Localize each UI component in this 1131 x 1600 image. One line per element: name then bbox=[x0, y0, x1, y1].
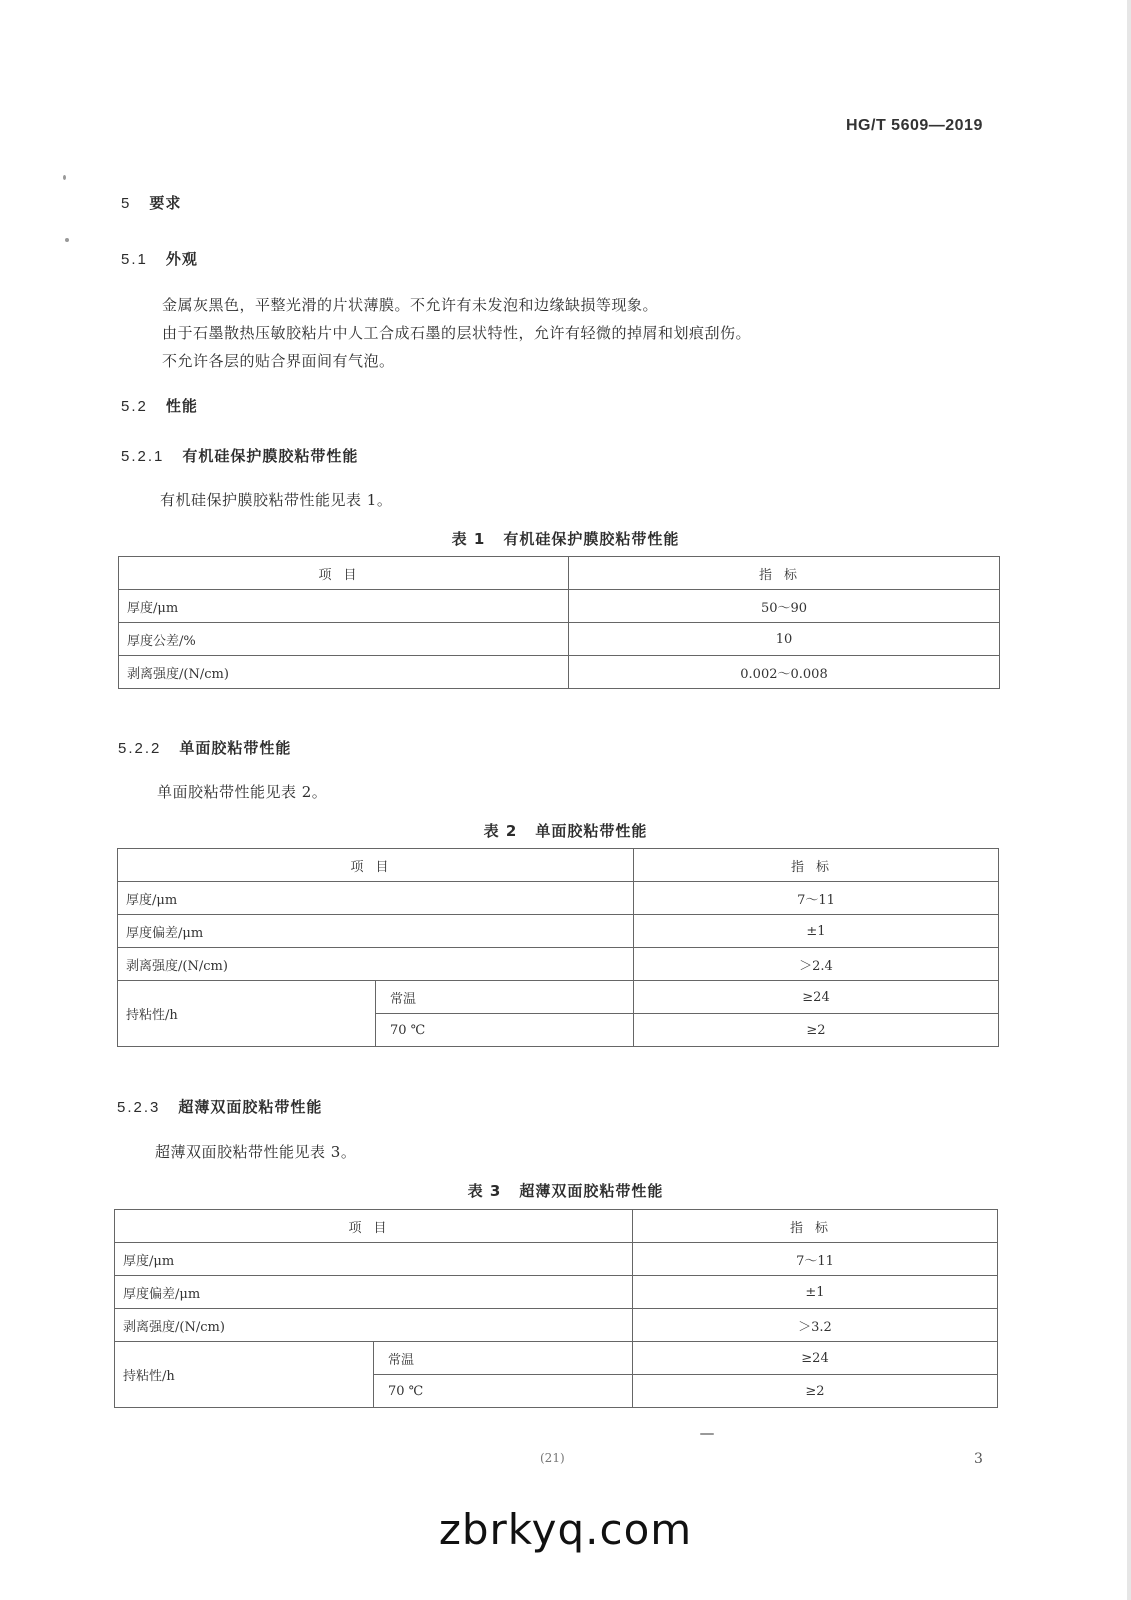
bracket-page-number: (21) bbox=[540, 1451, 565, 1465]
section-number: 5.2.3 bbox=[117, 1099, 161, 1116]
table1-caption bbox=[0, 528, 1131, 549]
table-title: 超薄双面胶粘带性能 bbox=[519, 1182, 664, 1200]
row-item: 厚度偏差/μm bbox=[118, 915, 634, 948]
col-value-header: 指标 bbox=[633, 1210, 998, 1243]
appearance-paragraph-3: 不允许各层的贴合界面间有气泡。 bbox=[162, 352, 395, 370]
row-value: ＞3.2 bbox=[633, 1309, 998, 1342]
table-row bbox=[115, 1243, 998, 1276]
table3 bbox=[114, 1209, 998, 1408]
col-item-header: 项目 bbox=[118, 849, 634, 882]
table1-intro: 有机硅保护膜胶粘带性能见表 1。 bbox=[160, 491, 393, 509]
section-title: 外观 bbox=[165, 250, 198, 268]
standard-code: HG/T 5609—2019 bbox=[846, 117, 983, 134]
section-number: 5.2 bbox=[121, 398, 148, 415]
row-value: ±1 bbox=[634, 915, 999, 948]
table-row bbox=[118, 882, 999, 915]
appearance-paragraph-2: 由于石墨散热压敏胶粘片中人工合成石墨的层状特性，允许有轻微的掉屑和划痕刮伤。 bbox=[162, 324, 752, 342]
table1 bbox=[118, 556, 1000, 689]
row-item: 厚度/μm bbox=[118, 882, 634, 915]
row-condition: 70 ℃ bbox=[374, 1375, 633, 1408]
row-item: 持粘性/h bbox=[115, 1342, 374, 1408]
scan-speck bbox=[65, 238, 69, 242]
table-number: 表 3 bbox=[467, 1182, 502, 1200]
row-condition: 70 ℃ bbox=[376, 1014, 634, 1047]
row-item: 剥离强度/(N/cm) bbox=[115, 1309, 633, 1342]
row-condition: 常温 bbox=[374, 1342, 633, 1375]
row-value: ＞2.4 bbox=[634, 948, 999, 981]
table-number: 表 1 bbox=[451, 530, 486, 548]
table2-caption bbox=[0, 820, 1131, 841]
table2 bbox=[117, 848, 999, 1047]
row-item: 剥离强度/(N/cm) bbox=[118, 948, 634, 981]
appearance-paragraph-1: 金属灰黑色，平整光滑的片状薄膜。不允许有未发泡和边缘缺损等现象。 bbox=[162, 296, 659, 314]
col-value-header: 指标 bbox=[569, 557, 1000, 590]
section-5-1-heading bbox=[121, 248, 198, 269]
row-value: ≥24 bbox=[634, 981, 999, 1014]
section-title: 单面胶粘带性能 bbox=[179, 739, 292, 757]
section-5-heading bbox=[121, 192, 181, 213]
row-item: 剥离强度/(N/cm) bbox=[119, 656, 569, 689]
scan-edge bbox=[1127, 0, 1131, 1600]
table-header-row bbox=[119, 557, 1000, 590]
section-5-2-3-heading bbox=[117, 1096, 322, 1117]
row-value: 7～11 bbox=[634, 882, 999, 915]
section-title: 性能 bbox=[165, 397, 198, 415]
section-number: 5.2.1 bbox=[121, 448, 165, 465]
section-5-2-1-heading bbox=[121, 445, 358, 466]
page-number: 3 bbox=[974, 1451, 983, 1467]
row-item: 厚度/μm bbox=[115, 1243, 633, 1276]
col-item-header: 项目 bbox=[115, 1210, 633, 1243]
table-row bbox=[119, 590, 1000, 623]
row-item: 厚度偏差/μm bbox=[115, 1276, 633, 1309]
row-item: 持粘性/h bbox=[118, 981, 376, 1047]
table-row bbox=[115, 1276, 998, 1309]
col-value-header: 指标 bbox=[634, 849, 999, 882]
row-item: 厚度/μm bbox=[119, 590, 569, 623]
section-title: 有机硅保护膜胶粘带性能 bbox=[182, 447, 359, 465]
row-condition: 常温 bbox=[376, 981, 634, 1014]
row-value: 7～11 bbox=[633, 1243, 998, 1276]
watermark-text: zbrkyq.com bbox=[438, 1505, 693, 1554]
row-value: ±1 bbox=[633, 1276, 998, 1309]
row-value: 10 bbox=[569, 623, 1000, 656]
section-number: 5.1 bbox=[121, 251, 148, 268]
row-value: 50～90 bbox=[569, 590, 1000, 623]
table-row bbox=[118, 948, 999, 981]
table-row bbox=[115, 1342, 998, 1375]
table2-intro: 单面胶粘带性能见表 2。 bbox=[157, 783, 328, 801]
scan-speck bbox=[700, 1433, 714, 1435]
section-number: 5 bbox=[121, 195, 132, 212]
section-title: 超薄双面胶粘带性能 bbox=[178, 1098, 323, 1116]
table-title: 单面胶粘带性能 bbox=[535, 822, 648, 840]
table-header-row bbox=[115, 1210, 998, 1243]
table-row bbox=[115, 1309, 998, 1342]
table-row bbox=[118, 981, 999, 1014]
section-title: 要求 bbox=[149, 194, 182, 212]
col-item-header: 项目 bbox=[119, 557, 569, 590]
table3-intro: 超薄双面胶粘带性能见表 3。 bbox=[155, 1143, 357, 1161]
section-number: 5.2.2 bbox=[118, 740, 162, 757]
row-value: 0.002～0.008 bbox=[569, 656, 1000, 689]
scan-speck bbox=[63, 175, 66, 180]
table-header-row bbox=[118, 849, 999, 882]
table-number: 表 2 bbox=[483, 822, 518, 840]
table-row bbox=[118, 915, 999, 948]
row-item: 厚度公差/% bbox=[119, 623, 569, 656]
section-5-2-2-heading bbox=[118, 737, 291, 758]
table-row bbox=[119, 623, 1000, 656]
row-value: ≥2 bbox=[634, 1014, 999, 1047]
row-value: ≥24 bbox=[633, 1342, 998, 1375]
table3-caption bbox=[0, 1180, 1131, 1201]
section-5-2-heading bbox=[121, 395, 198, 416]
table-row bbox=[119, 656, 1000, 689]
row-value: ≥2 bbox=[633, 1375, 998, 1408]
table-title: 有机硅保护膜胶粘带性能 bbox=[503, 530, 680, 548]
